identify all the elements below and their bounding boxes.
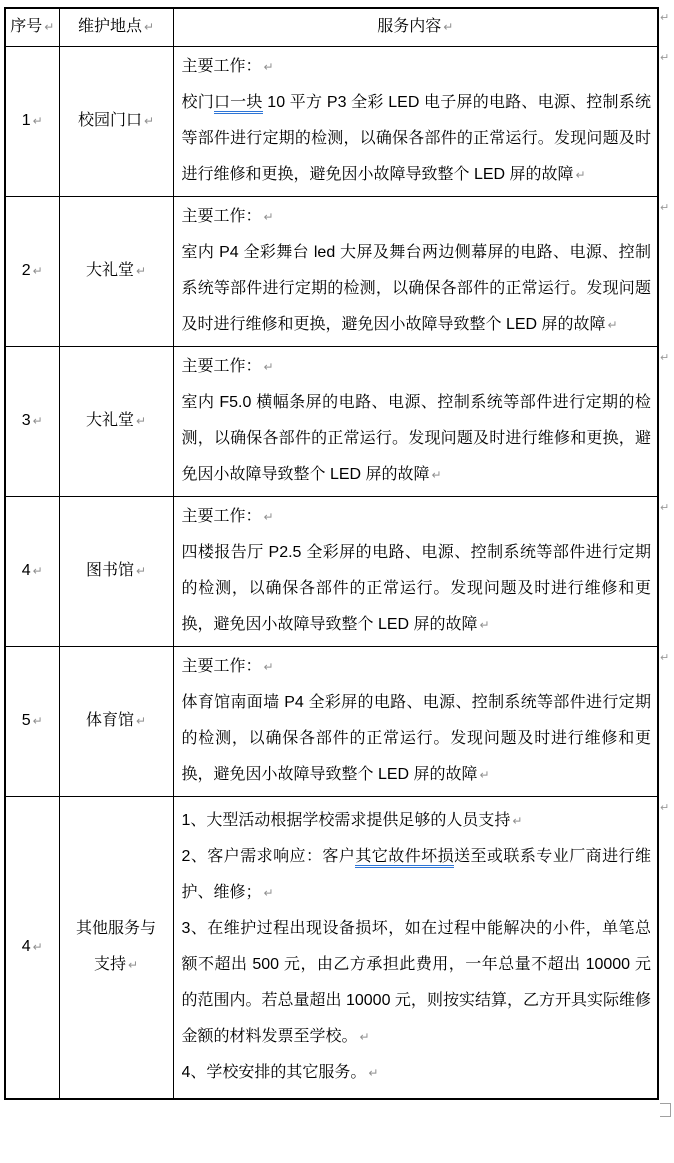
service-cell[interactable] xyxy=(173,346,658,496)
grammar-underlined-text: 其它故件坏损 xyxy=(355,848,454,868)
header-cell-seq[interactable] xyxy=(5,8,59,46)
paragraph-text: 主要工作： xyxy=(181,208,262,225)
header-label-location: 维护地点 xyxy=(77,18,142,36)
paragraph-text: 2、客户需求响应：客户 xyxy=(181,848,356,866)
paragraph-mark-icon: ↵ xyxy=(443,20,454,35)
location-cell[interactable] xyxy=(59,796,173,1099)
paragraph-mark-icon: ↵ xyxy=(32,414,43,428)
row-number-cell[interactable] xyxy=(5,796,59,1099)
paragraph-mark-icon: ↵ xyxy=(127,958,139,973)
table-row xyxy=(5,646,658,796)
location-label: 图书馆 xyxy=(85,562,134,579)
paragraph-text: 主要工作： xyxy=(181,658,262,675)
paragraph-mark-icon: ↵ xyxy=(479,618,490,632)
paragraph-mark-icon: ↵ xyxy=(479,768,490,782)
grammar-underlined-text: 口一块 xyxy=(214,94,263,114)
paragraph-text: 送至或联系专业厂商进行维护、维修； xyxy=(181,848,651,902)
paragraph-mark-icon: ↵ xyxy=(143,20,155,35)
paragraph-text: 校门 xyxy=(181,94,214,111)
row-end-mark-icon: ↵ xyxy=(660,801,670,814)
paragraph-mark-icon: ↵ xyxy=(263,60,274,74)
row-number-cell[interactable] xyxy=(5,646,59,796)
location-label: 支持 xyxy=(93,956,126,974)
paragraph-text: 四楼报告厅 P2.5 全彩屏的电路、电源、控制系统等部件进行定期的检测，以确保各部件的正常运行。发现问题及时进行维修和更换，避免因小故障导致整个 LED 屏的故障 xyxy=(181,544,651,633)
location-cell[interactable] xyxy=(59,646,173,796)
paragraph-mark-icon: ↵ xyxy=(135,564,147,578)
paragraph-text: 主要工作： xyxy=(181,58,262,75)
paragraph xyxy=(182,649,652,685)
paragraph-mark-icon: ↵ xyxy=(32,940,43,955)
location-cell[interactable] xyxy=(59,496,173,646)
row-number-cell[interactable] xyxy=(5,346,59,496)
location-cell[interactable] xyxy=(59,196,173,346)
service-cell[interactable] xyxy=(173,796,658,1099)
row-number: 5 xyxy=(21,712,31,729)
paragraph-mark-icon: ↵ xyxy=(32,264,43,278)
paragraph xyxy=(182,385,652,493)
service-cell[interactable] xyxy=(173,46,658,196)
paragraph-text: 3、在维护过程出现设备损坏，如在过程中能解决的小件，单笔总额不超出 500 元，由乙方承担此费用，一年总量不超出 10000 元的范围内。若总量超出 10000 元，则按实结算，乙方开具实际维修金额的材料发票至学校。 xyxy=(181,920,651,1046)
paragraph xyxy=(182,535,652,643)
paragraph xyxy=(182,839,652,911)
service-content-table xyxy=(4,7,659,1100)
row-number: 2 xyxy=(21,262,31,279)
paragraph-mark-icon: ↵ xyxy=(368,1066,379,1081)
row-number-cell[interactable] xyxy=(5,496,59,646)
paragraph-mark-icon: ↵ xyxy=(263,886,274,901)
row-end-mark-icon: ↵ xyxy=(660,51,670,64)
location-label: 体育馆 xyxy=(85,712,134,729)
paragraph xyxy=(182,199,652,235)
table-row xyxy=(5,346,658,496)
paragraph-mark-icon: ↵ xyxy=(143,114,155,128)
paragraph xyxy=(182,85,652,193)
table-row xyxy=(5,496,658,646)
table-row xyxy=(5,796,658,1099)
paragraph-mark-icon: ↵ xyxy=(607,318,618,332)
header-row xyxy=(5,8,658,46)
paragraph-mark-icon: ↵ xyxy=(512,814,523,829)
paragraph-mark-icon: ↵ xyxy=(263,660,274,674)
paragraph-text: 主要工作： xyxy=(181,358,262,375)
paragraph-text: 体育馆南面墙 P4 全彩屏的电路、电源、控制系统等部件进行定期的检测，以确保各部件的正常运行。发现问题及时进行维修和更换，避免因小故障导致整个 LED 屏的故障 xyxy=(181,694,651,783)
location-cell[interactable] xyxy=(59,346,173,496)
header-label-seq: 序号 xyxy=(10,18,43,36)
location-label: 校园门口 xyxy=(77,112,142,129)
paragraph-mark-icon: ↵ xyxy=(575,168,586,182)
paragraph-mark-icon: ↵ xyxy=(135,264,147,278)
row-end-mark-icon: ↵ xyxy=(660,501,670,514)
paragraph xyxy=(182,685,652,793)
paragraph-mark-icon: ↵ xyxy=(32,714,43,728)
paragraph-mark-icon: ↵ xyxy=(431,468,442,482)
location-label-line2 xyxy=(60,947,173,983)
paragraph-text: 10 平方 P3 全彩 LED 电子屏的电路、电源、控制系统等部件进行定期的检测，以确保各部件的正常运行。发现问题及时进行维修和更换，避免因小故障导致整个 LED 屏的故障 xyxy=(181,94,651,183)
paragraph xyxy=(182,49,652,85)
paragraph-mark-icon: ↵ xyxy=(44,20,55,35)
paragraph-text: 主要工作： xyxy=(181,508,262,525)
location-cell[interactable] xyxy=(59,46,173,196)
service-cell[interactable] xyxy=(173,646,658,796)
paragraph-text: 室内 F5.0 横幅条屏的电路、电源、控制系统等部件进行定期的检测，以确保各部件的正常运行。发现问题及时进行维修和更换，避免因小故障导致整个 LED 屏的故障 xyxy=(181,394,651,483)
paragraph-mark-icon: ↵ xyxy=(32,114,43,128)
row-number: 1 xyxy=(21,112,31,129)
row-number: 4 xyxy=(21,562,31,579)
paragraph xyxy=(182,803,652,839)
row-number-cell[interactable] xyxy=(5,46,59,196)
paragraph-mark-icon: ↵ xyxy=(135,714,147,728)
row-end-mark-icon: ↵ xyxy=(660,351,670,364)
paragraph-mark-icon: ↵ xyxy=(135,414,147,428)
paragraph xyxy=(182,349,652,385)
paragraph-mark-icon: ↵ xyxy=(263,360,274,374)
paragraph-text: 1、大型活动根据学校需求提供足够的人员支持 xyxy=(181,812,511,830)
paragraph-text: 室内 P4 全彩舞台 led 大屏及舞台两边侧幕屏的电路、电源、控制系统等部件进行定期的检测，以确保各部件的正常运行。发现问题及时进行维修和更换，避免因小故障导致整个 LED 屏的故障 xyxy=(181,244,651,333)
paragraph-text: 4、学校安排的其它服务。 xyxy=(181,1064,367,1082)
paragraph xyxy=(182,911,652,1055)
row-number-cell[interactable] xyxy=(5,196,59,346)
row-end-mark-icon: ↵ xyxy=(660,11,670,24)
table-row xyxy=(5,196,658,346)
location-label: 大礼堂 xyxy=(85,262,134,279)
paragraph xyxy=(182,499,652,535)
service-cell[interactable] xyxy=(173,496,658,646)
paragraph-mark-icon: ↵ xyxy=(263,510,274,524)
header-label-service: 服务内容 xyxy=(377,18,442,36)
location-label: 大礼堂 xyxy=(85,412,134,429)
row-end-mark-icon: ↵ xyxy=(660,201,670,214)
paragraph-mark-icon: ↵ xyxy=(359,1030,370,1045)
header-cell-service[interactable] xyxy=(173,8,658,46)
table-row xyxy=(5,46,658,196)
service-cell[interactable] xyxy=(173,196,658,346)
paragraph xyxy=(182,235,652,343)
row-end-mark-icon: ↵ xyxy=(660,651,670,664)
header-cell-location[interactable] xyxy=(59,8,173,46)
row-number: 3 xyxy=(21,412,31,429)
paragraph-mark-icon: ↵ xyxy=(32,564,43,578)
location-label-line1: 其他服务与 xyxy=(75,920,156,938)
paragraph xyxy=(182,1055,652,1091)
row-number: 4 xyxy=(21,938,31,956)
paragraph-mark-icon: ↵ xyxy=(263,210,274,224)
table-resize-handle-icon[interactable] xyxy=(660,1103,671,1117)
